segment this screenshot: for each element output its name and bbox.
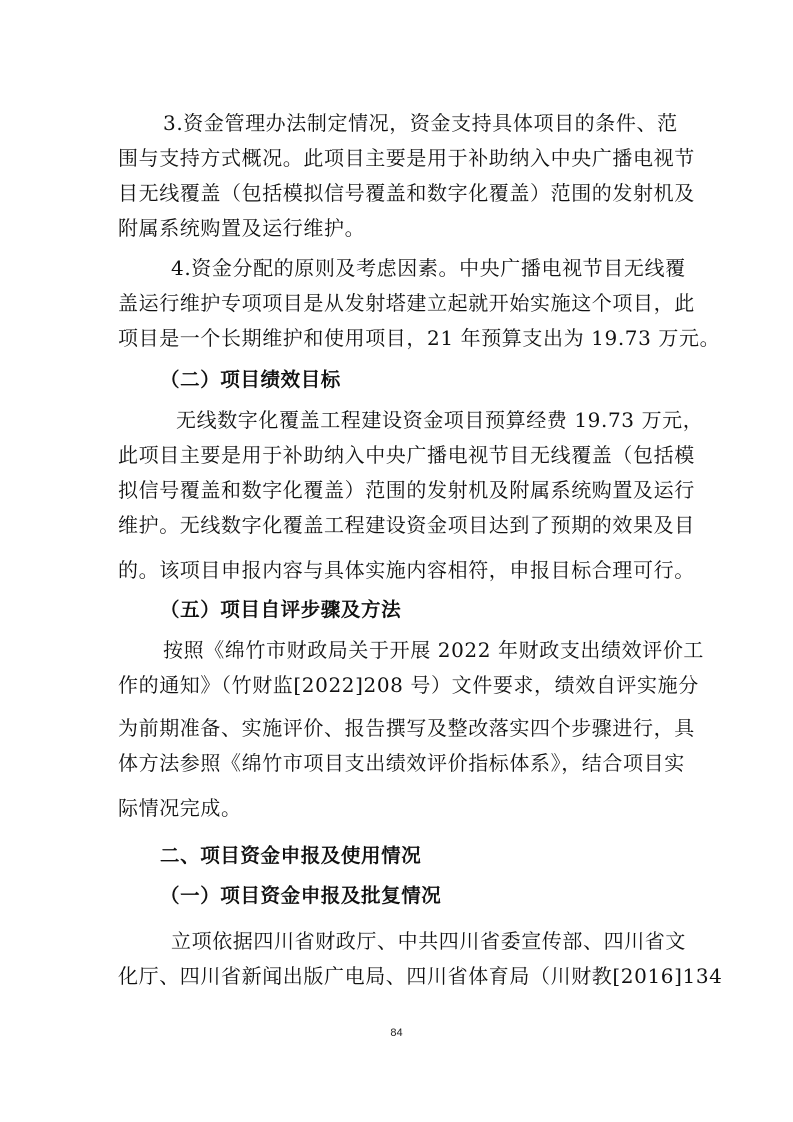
section-heading: （一）项目资金申报及批复情况 [160, 884, 442, 907]
paragraph-line: 拟信号覆盖和数字化覆盖）范围的发射机及附属系统购置及运行 [118, 478, 695, 502]
paragraph-line: 际情况完成。 [118, 796, 242, 820]
paragraph-line: 盖运行维护专项项目是从发射塔建立起就开始实施这个项目，此 [118, 291, 695, 315]
chapter-heading: 二、项目资金申报及使用情况 [160, 844, 422, 867]
section-heading: （二）项目绩效目标 [160, 368, 341, 391]
paragraph-line: 体方法参照《绵竹市项目支出绩效评价指标体系》，结合项目实 [118, 751, 685, 775]
paragraph-line: 此项目主要是用于补助纳入中央广播电视节目无线覆盖（包括模 [118, 443, 695, 467]
paragraph-line: 3.资金管理办法制定情况，资金支持具体项目的条件、范 [163, 111, 678, 135]
paragraph-line: 立项依据四川省财政厅、中共四川省委宣传部、四川省文 [171, 929, 686, 953]
paragraph-line: 无线数字化覆盖工程建设资金项目预算经费 19.73 万元， [176, 408, 704, 432]
section-heading: （五）项目自评步骤及方法 [160, 598, 402, 621]
paragraph-line: 维护。无线数字化覆盖工程建设资金项目达到了预期的效果及目 [118, 513, 695, 537]
paragraph-line: 作的通知》（竹财监[2022]208 号）文件要求，绩效自评实施分 [118, 673, 699, 697]
paragraph-line: 的。该项目申报内容与具体实施内容相符，申报目标合理可行。 [118, 558, 695, 582]
page-number: 84 [390, 1027, 403, 1039]
paragraph-line: 为前期准备、实施评价、报告撰写及整改落实四个步骤进行，具 [118, 716, 695, 740]
paragraph-line: 4.资金分配的原则及考虑因素。中央广播电视节目无线覆 [171, 256, 686, 280]
paragraph-line: 化厅、四川省新闻出版广电局、四川省体育局（川财教[2016]134 [118, 964, 723, 988]
paragraph-line: 按照《绵竹市财政局关于开展 2022 年财政支出绩效评价工 [163, 638, 705, 662]
paragraph-line: 项目是一个长期维护和使用项目，21 年预算支出为 19.73 万元。 [118, 326, 721, 350]
paragraph-line: 围与支持方式概况。此项目主要是用于补助纳入中央广播电视节 [118, 146, 695, 170]
paragraph-line: 附属系统购置及运行维护。 [118, 216, 366, 240]
paragraph-line: 目无线覆盖（包括模拟信号覆盖和数字化覆盖）范围的发射机及 [118, 181, 695, 205]
